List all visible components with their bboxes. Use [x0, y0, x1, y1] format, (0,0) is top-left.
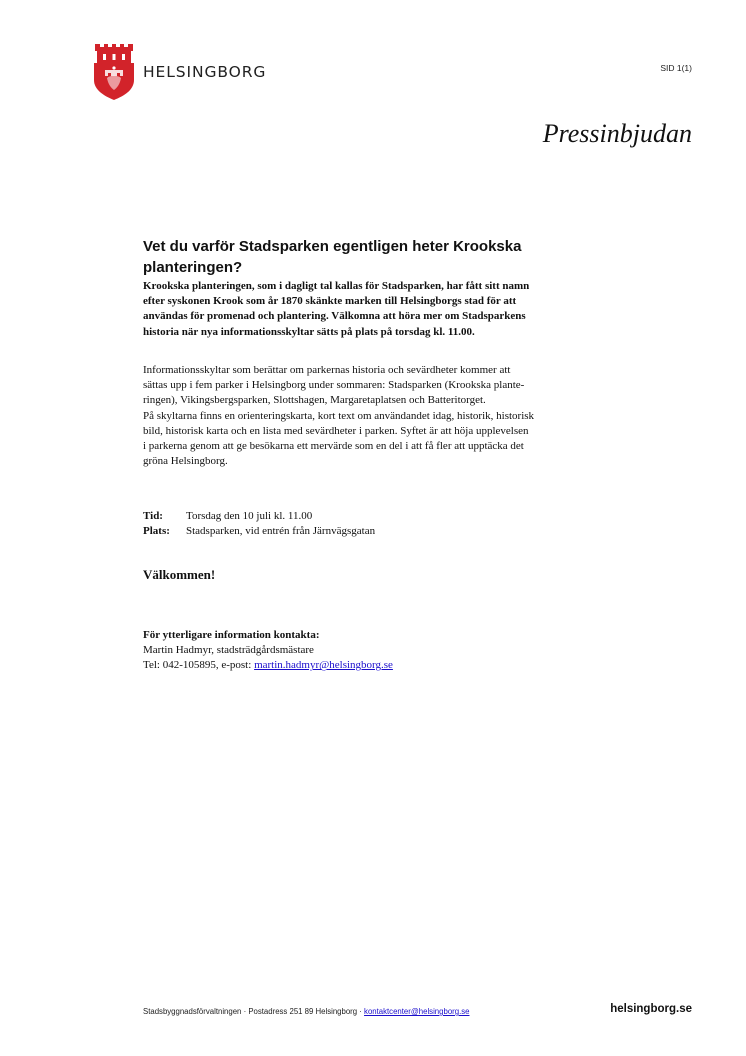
body-line: sättas upp i fem parker i Helsingborg under sommaren: Stadsparken (Krookska plante- — [143, 379, 525, 392]
body-line: Informationsskyltar som berättar om parkernas historia och sevärdheter kommer att — [143, 364, 511, 376]
headline-line: Vet du varför Stadsparken egentligen heter Krookska — [143, 238, 522, 255]
contact-phone: Tel: 042-105895, e-post: — [143, 659, 255, 672]
body-line: i parkerna genom att ge besökarna ett mervärde som en del i att få fler att upptäcka det — [143, 440, 524, 453]
contact-name: Martin Hadmyr, stadsträdgårdsmästare — [143, 644, 314, 657]
body-paragraph — [143, 363, 613, 469]
helsingborg-crest-logo-icon — [93, 44, 135, 100]
footer-address-text: Stadsbyggnadsförvaltningen · Postadress 251 89 Helsingborg · — [143, 1007, 365, 1016]
brand-name: HELSINGBORG — [143, 63, 267, 81]
lead-paragraph — [143, 279, 613, 340]
contact-block — [143, 628, 393, 674]
event-details — [143, 509, 375, 539]
place-row — [143, 524, 375, 539]
body-line: På skyltarna finns en orienteringskarta, kort text om användandet idag, historik, historisk — [143, 409, 535, 422]
time-label: Tid: — [143, 510, 163, 522]
body-line: bild, historisk karta och en lista med sevärdheter i parken. Syftet är att höja upplevelsen — [143, 424, 529, 437]
time-value: Torsdag den 10 juli kl. 11.00 — [186, 510, 313, 522]
time-row — [143, 509, 375, 524]
lead-line: efter syskonen Krook som år 1870 skänkte marken till Helsingborgs stad för att — [143, 295, 517, 308]
footer-website[interactable]: helsingborg.se — [610, 1003, 692, 1015]
lead-line: användas för promenad och plantering. Välkomna att höra mer om Stadsparkens — [143, 310, 526, 323]
place-label: Plats: — [143, 525, 170, 538]
headline-line: planteringen? — [143, 259, 243, 276]
footer-address — [143, 1007, 469, 1016]
page-number: SID 1(1) — [660, 63, 692, 73]
headline — [143, 236, 603, 278]
body-line: ringen), Vikingsbergsparken, Slottshagen, Margaretaplatsen och Batteritorget. — [143, 394, 486, 407]
lead-line: historia när nya informationsskyltar sätts på plats på torsdag kl. 11.00. — [143, 325, 475, 338]
body-line: gröna Helsingborg. — [143, 455, 228, 468]
lead-line: Krookska planteringen, som i dagligt tal kallas för Stadsparken, har fått sitt namn — [143, 280, 530, 292]
contact-email-link[interactable]: martin.hadmyr@helsingborg.se — [254, 659, 393, 672]
welcome-text: Välkommen! — [143, 567, 216, 582]
document-type: Pressinbjudan — [542, 119, 692, 148]
place-value: Stadsparken, vid entrén från Järnvägsgatan — [186, 525, 376, 538]
contact-phone-email — [143, 658, 393, 673]
contact-heading: För ytterligare information kontakta: — [143, 629, 320, 641]
footer-email-link[interactable]: kontaktcenter@helsingborg.se — [364, 1007, 470, 1016]
